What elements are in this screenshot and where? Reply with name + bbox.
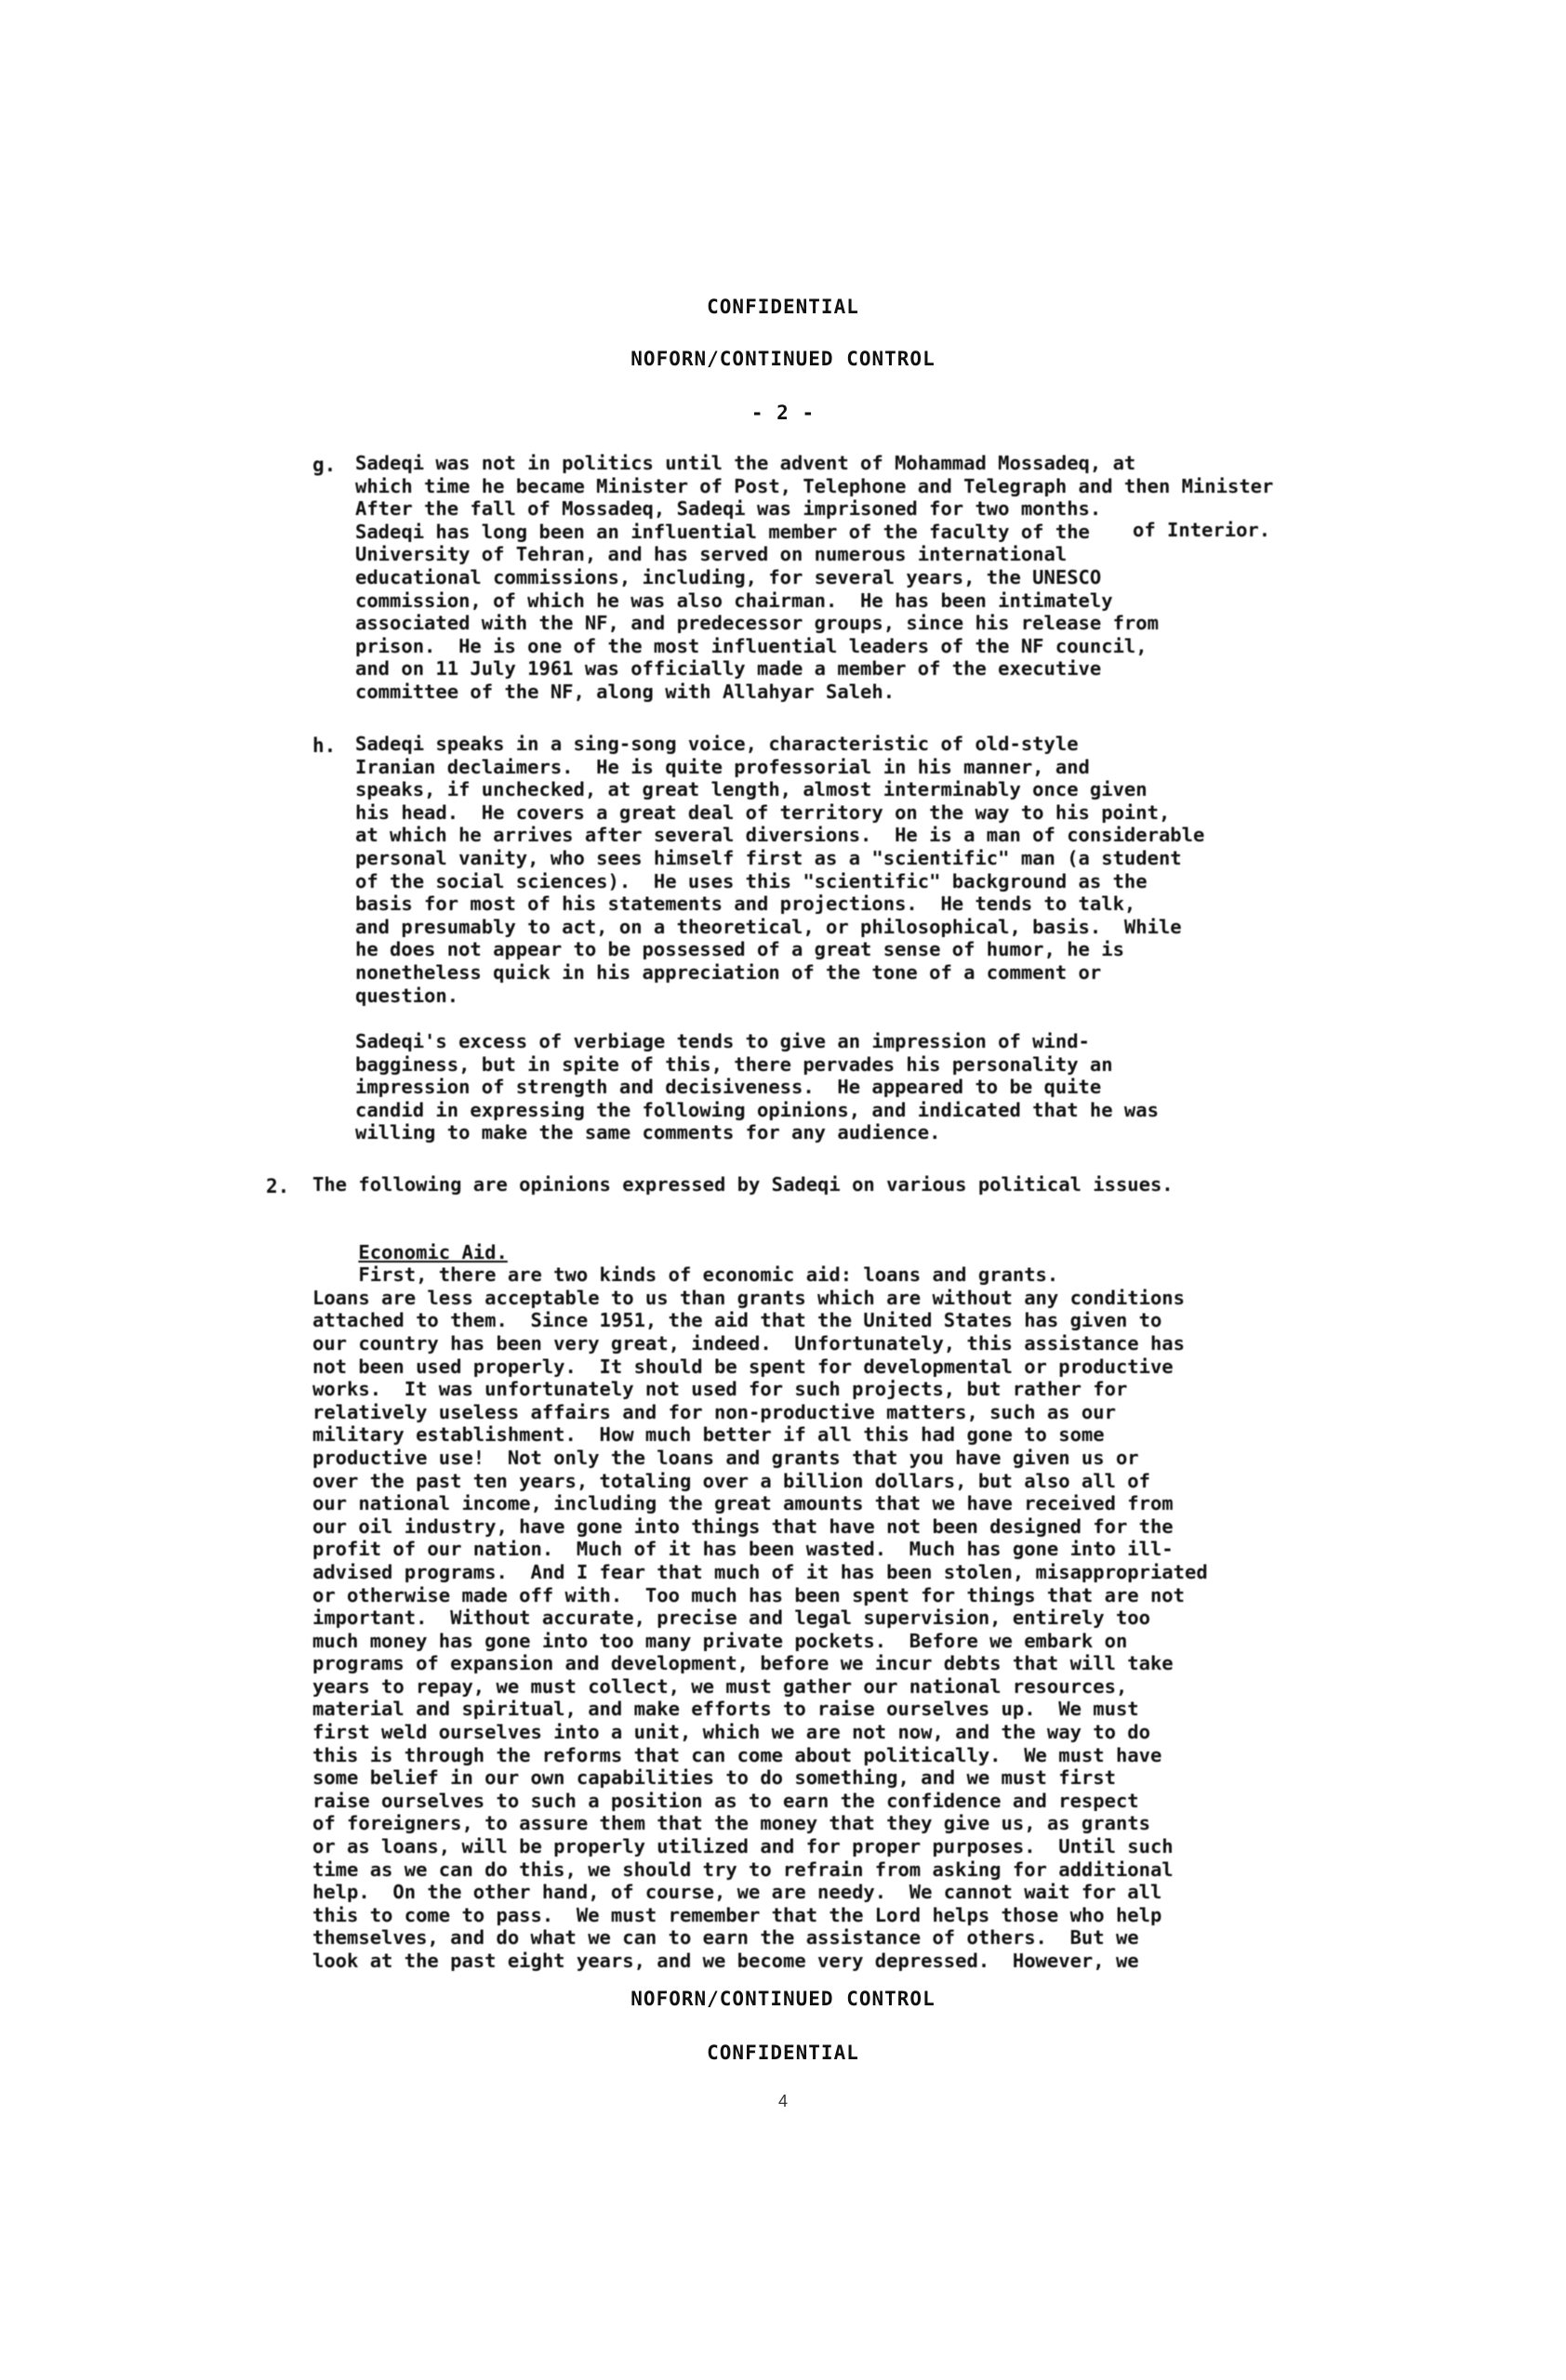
- section-h-p1-line: his head. He covers a great deal of territory on the way to his point,: [355, 800, 1171, 824]
- section-2-line: works. It was unfortunately not used for such projects, but rather for: [312, 1378, 1128, 1401]
- section-h-p1-line: personal vanity, who sees himself first as a "scientific" man (a student: [355, 846, 1182, 869]
- section-h-p1-line: question.: [355, 984, 459, 1007]
- section-2-line: this to come to pass. We must remember that the Lord helps those who help: [312, 1903, 1162, 1926]
- section-2-line: themselves, and do what we can to earn the assistance of others. But we: [312, 1926, 1139, 1950]
- section-2-line: important. Without accurate, precise and legal supervision, entirely too: [312, 1606, 1150, 1630]
- page-number: 4: [777, 2092, 788, 2110]
- control-footer: NOFORN/CONTINUED CONTROL: [630, 1988, 936, 2010]
- section-h-p2-line: candid in expressing the following opinions, and indicated that he was: [355, 1098, 1159, 1121]
- section-2-line: some belief in our own capabilities to do something, and we must first: [312, 1766, 1116, 1790]
- section-h-p1-line: Iranian declaimers. He is quite professorial in his manner, and: [355, 755, 1090, 778]
- section-h-paragraph-2: [355, 1030, 1159, 1144]
- section-g-line: After the fall of Mossadeq, Sadeqi was imprisoned for two months.: [355, 497, 1102, 521]
- classification-footer: CONFIDENTIAL: [707, 2042, 859, 2064]
- section-h-p1-line: of the social sciences). He uses this "scientific" background as the: [355, 869, 1148, 892]
- economic-aid-heading: Economic Aid.: [358, 1240, 508, 1263]
- section-2-line: our oil industry, have gone into things that have not been designed for the: [312, 1514, 1174, 1538]
- section-g-line: associated with the NF, and predecessor groups, since his release from: [355, 612, 1159, 635]
- section-h-p2-line: Sadeqi's excess of verbiage tends to give an impression of wind-: [355, 1030, 1090, 1052]
- section-h-p1-line: speaks, if unchecked, at great length, almost interminably once given: [355, 778, 1148, 801]
- section-g-line: which time he became Minister of Post, Telephone and Telegraph and then Minister: [355, 474, 1274, 497]
- section-2-line: relatively useless affairs and for non-productive matters, such as our: [312, 1400, 1116, 1423]
- section-h-p1-line: nonetheless quick in his appreciation of the tone of a comment or: [355, 960, 1102, 984]
- section-2-line: look at the past eight years, and we become very depressed. However, we: [312, 1950, 1139, 1972]
- section-h-p2-line: willing to make the same comments for any audience.: [355, 1121, 941, 1144]
- classification-header: CONFIDENTIAL: [707, 296, 859, 318]
- section-2-line: help. On the other hand, of course, we are needy. We cannot wait for all: [312, 1881, 1162, 1904]
- section-2-line: profit of our nation. Much of it has been wasted. Much has gone into ill-: [312, 1538, 1174, 1561]
- section-g-line: Sadeqi was not in politics until the advent of Mohammad Mossadeq, at: [355, 452, 1136, 474]
- section-h-p2-line: bagginess, but in spite of this, there pervades his personality an: [355, 1052, 1113, 1076]
- section-g-line: prison. He is one of the most influential leaders of the NF council,: [355, 634, 1148, 657]
- section-2-line: or otherwise made off with. Too much has been spent for things that are not: [312, 1583, 1185, 1606]
- section-2-line: not been used properly. It should be spent for developmental or productive: [312, 1355, 1174, 1378]
- section-2-line: attached to them. Since 1951, the aid that the United States has given to: [312, 1309, 1162, 1332]
- section-2-line: much money has gone into too many private pockets. Before we embark on: [312, 1629, 1128, 1652]
- section-g-line: commission, of which he was also chairman. He has been intimately: [355, 588, 1113, 612]
- section-2-intro: The following are opinions expressed by Sadeqi on various political issues.: [312, 1173, 1174, 1196]
- section-2-line: Loans are less acceptable to us than grants which are without any conditions: [312, 1286, 1185, 1309]
- section-h-p1-line: he does not appear to be possessed of a great sense of humor, he is: [355, 938, 1124, 961]
- section-2-line: military establishment. How much better if all this had gone to some: [312, 1423, 1105, 1447]
- section-h-p1-line: and presumably to act, on a theoretical, or philosophical, basis. While: [355, 915, 1182, 938]
- section-g-margin-note: of Interior.: [1133, 519, 1271, 541]
- section-2-line: our country has been very great, indeed. Unfortunately, this assistance has: [312, 1331, 1185, 1355]
- section-2-line: time as we can do this, we should try to refrain from asking for additional: [312, 1858, 1174, 1881]
- section-h-label: h.: [312, 734, 337, 757]
- section-h-paragraph-1: [355, 733, 1204, 1007]
- section-2-line: productive use! Not only the loans and grants that you have given us or: [312, 1446, 1139, 1469]
- section-2-line: over the past ten years, totaling over a billion dollars, but also all of: [312, 1469, 1150, 1492]
- section-g-line: committee of the NF, along with Allahyar Saleh.: [355, 680, 896, 703]
- section-2-line: material and spiritual, and make efforts to raise ourselves up. We must: [312, 1698, 1139, 1721]
- section-2-line: First, there are two kinds of economic aid: loans and grants.: [335, 1263, 1059, 1287]
- section-2-line: raise ourselves to such a position as to earn the confidence and respect: [312, 1789, 1139, 1812]
- section-g-line: educational commissions, including, for several years, the UNESCO: [355, 565, 1102, 588]
- section-2-line: years to repay, we must collect, we must gather our national resources,: [312, 1674, 1128, 1698]
- section-2-line: programs of expansion and development, before we incur debts that will take: [312, 1652, 1174, 1675]
- section-h-p1-line: Sadeqi speaks in a sing-song voice, characteristic of old-style: [355, 733, 1079, 755]
- section-2-line: this is through the reforms that can come about politically. We must have: [312, 1743, 1162, 1766]
- control-header: NOFORN/CONTINUED CONTROL: [630, 348, 936, 370]
- page-marker: - 2 -: [750, 402, 816, 424]
- section-h-p1-line: basis for most of his statements and projections. He tends to talk,: [355, 892, 1136, 916]
- section-2-label: 2.: [266, 1175, 290, 1197]
- section-h-p2-line: impression of strength and decisiveness. He appeared to be quite: [355, 1076, 1102, 1099]
- section-g-line: and on 11 July 1961 was officially made a member of the executive: [355, 657, 1102, 681]
- section-2-line: of foreigners, to assure them that the money that they give us, as grants: [312, 1812, 1150, 1835]
- section-2-line: first weld ourselves into a unit, which we are not now, and the way to do: [312, 1721, 1150, 1744]
- section-2-economic-aid-paragraph: [312, 1218, 1208, 1973]
- section-g-line: Sadeqi has long been an influential member of the faculty of the: [355, 520, 1090, 543]
- section-g-paragraph: [355, 452, 1273, 704]
- section-2-line: or as loans, will be properly utilized and for proper purposes. Until such: [312, 1835, 1174, 1858]
- section-g-line: University of Tehran, and has served on numerous international: [355, 543, 1068, 566]
- section-2-line: our national income, including the great amounts that we have received from: [312, 1492, 1174, 1515]
- section-2-line: advised programs. And I fear that much of it has been stolen, misappropriated: [312, 1560, 1208, 1583]
- section-h-p1-line: at which he arrives after several diversions. He is a man of considerable: [355, 824, 1205, 847]
- section-g-label: g.: [312, 454, 337, 476]
